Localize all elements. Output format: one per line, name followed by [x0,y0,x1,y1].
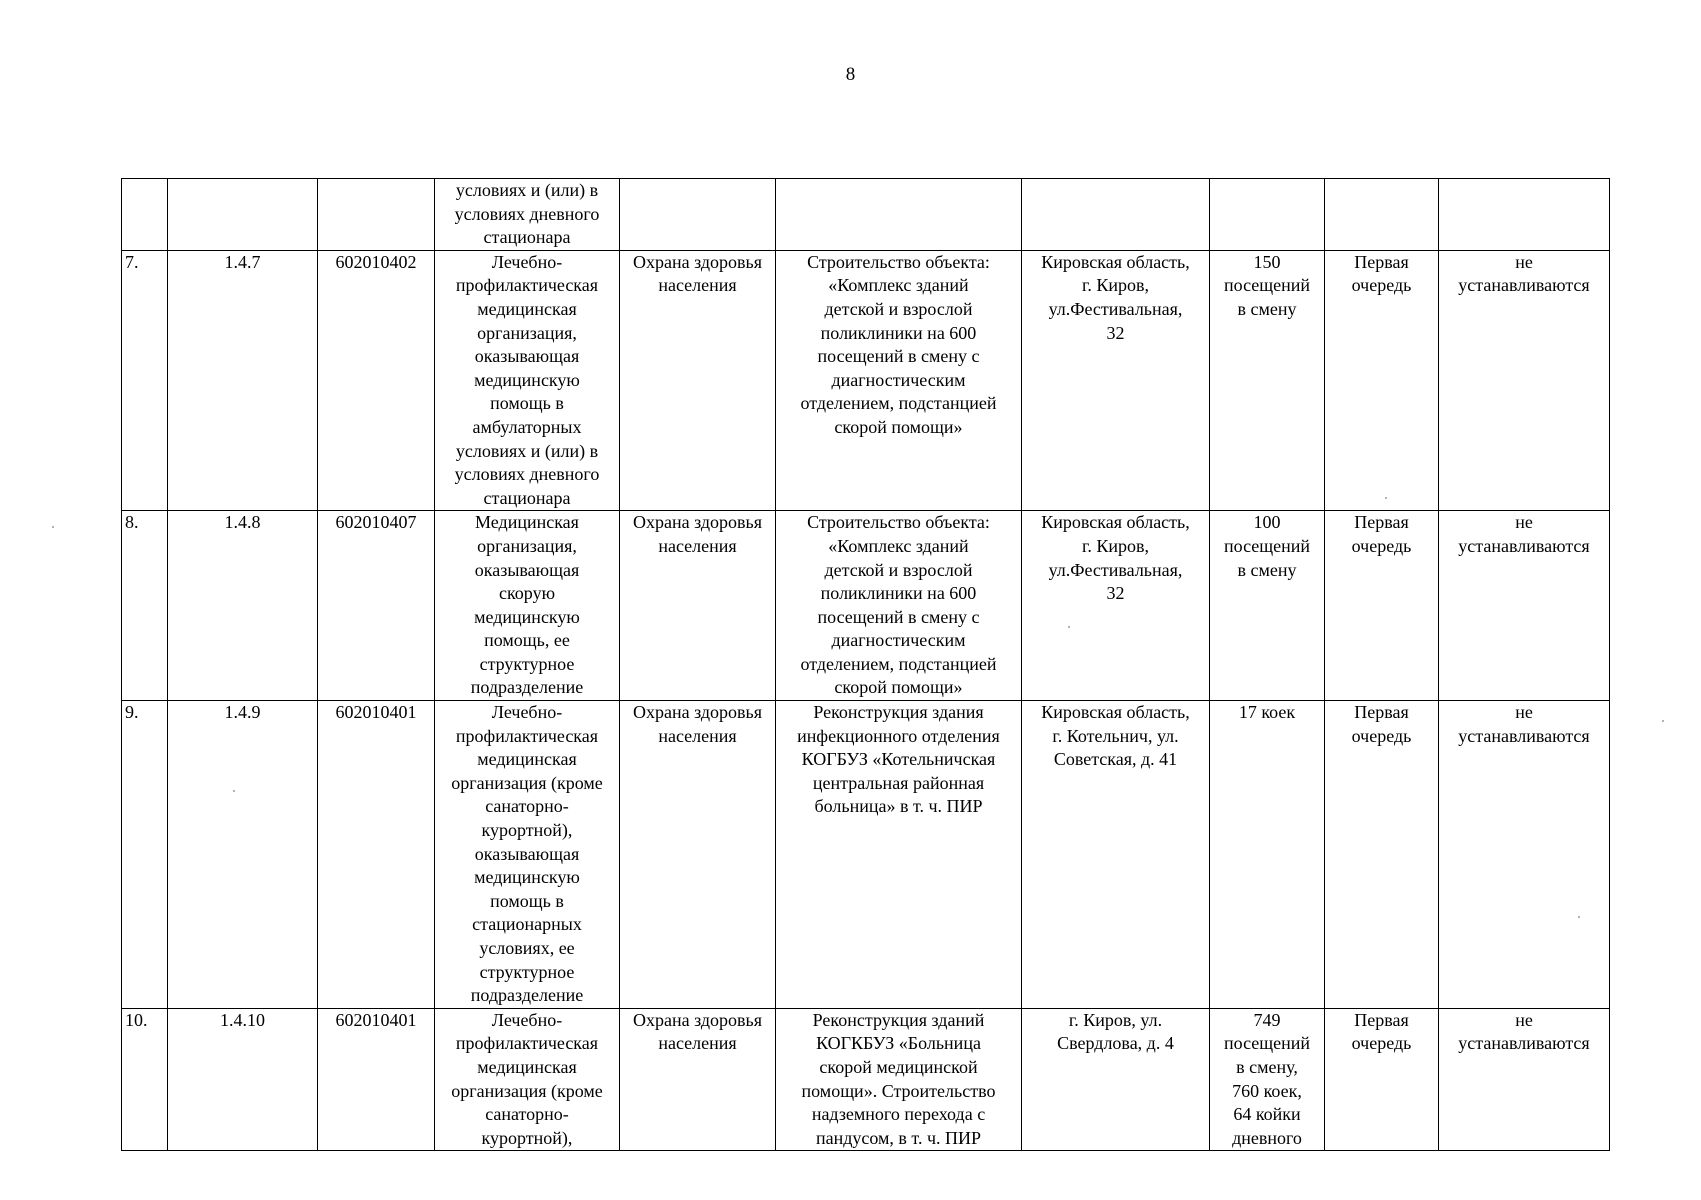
cell-type: Лечебно- профилактическая медицинская организация (кроме санаторно- курортной), [435,1008,620,1151]
cell-okpd: 602010402 [318,250,435,511]
cell-purpose: Охрана здоровья населения [620,511,776,701]
cell-purpose: Охрана здоровья населения [620,1008,776,1151]
cell-capacity: 150 посещений в смену [1210,250,1325,511]
cell-priority: Первая очередь [1325,701,1439,1009]
cell-description: Строительство объекта: «Комплекс зданий детской и взрослой поликлиники на 600 посещений в смену с диагностическим отделением, подстанцией скорой помощи» [776,250,1022,511]
cell-code: 1.4.9 [168,701,318,1009]
continuation-row [122,179,1610,251]
table-row [122,511,1610,701]
cell-capacity: 100 посещений в смену [1210,511,1325,701]
cell-code: 1.4.10 [168,1008,318,1151]
cell-description: Реконструкция зданий КОГКБУЗ «Больница скорой медицинской помощи». Строительство надземного перехода с пандусом, в т. ч. ПИР [776,1008,1022,1151]
cell-num [122,179,168,251]
objects-table [121,178,1610,1151]
cell-location: г. Киров, ул. Свердлова, д. 4 [1022,1008,1210,1151]
cell-priority [1325,179,1439,251]
cell-description [776,179,1022,251]
cell-zones: не устанавливаются [1439,511,1610,701]
cell-type: условиях и (или) в условиях дневного стационара [435,179,620,251]
scan-speck [233,790,235,792]
cell-capacity: 17 коек [1210,701,1325,1009]
cell-purpose: Охрана здоровья населения [620,701,776,1009]
cell-priority: Первая очередь [1325,511,1439,701]
cell-capacity [1210,179,1325,251]
cell-zones [1439,179,1610,251]
cell-capacity: 749 посещений в смену, 760 коек, 64 койки дневного [1210,1008,1325,1151]
cell-location [1022,179,1210,251]
cell-zones: не устанавливаются [1439,1008,1610,1151]
table-row [122,1008,1610,1151]
cell-zones: не устанавливаются [1439,701,1610,1009]
scan-speck [52,526,54,528]
cell-priority: Первая очередь [1325,1008,1439,1151]
table-row [122,250,1610,511]
cell-num: 9. [122,701,168,1009]
scan-speck [1068,626,1070,628]
cell-description: Строительство объекта: «Комплекс зданий детской и взрослой поликлиники на 600 посещений в смену с диагностическим отделением, подстанцией скорой помощи» [776,511,1022,701]
cell-type: Лечебно- профилактическая медицинская организация (кроме санаторно- курортной), оказывающая медицинскую помощь в стационарных условиях, ее структурное подразделение [435,701,620,1009]
cell-priority: Первая очередь [1325,250,1439,511]
cell-type: Лечебно- профилактическая медицинская организация, оказывающая медицинскую помощь в амбулаторных условиях и (или) в условиях дневного стационара [435,250,620,511]
scan-speck [1578,916,1580,918]
cell-description: Реконструкция здания инфекционного отделения КОГБУЗ «Котельничская центральная районная больница» в т. ч. ПИР [776,701,1022,1009]
cell-num: 7. [122,250,168,511]
cell-purpose: Охрана здоровья населения [620,250,776,511]
cell-code: 1.4.7 [168,250,318,511]
cell-location: Кировская область, г. Киров, ул.Фестивальная, 32 [1022,511,1210,701]
cell-purpose [620,179,776,251]
cell-okpd [318,179,435,251]
cell-zones: не устанавливаются [1439,250,1610,511]
cell-num: 10. [122,1008,168,1151]
cell-location: Кировская область, г. Киров, ул.Фестивальная, 32 [1022,250,1210,511]
table-row [122,701,1610,1009]
cell-okpd: 602010401 [318,701,435,1009]
cell-code [168,179,318,251]
cell-num: 8. [122,511,168,701]
cell-type: Медицинская организация, оказывающая скорую медицинскую помощь, ее структурное подразделение [435,511,620,701]
scan-speck [1662,720,1664,722]
scan-speck [1385,497,1387,499]
cell-okpd: 602010401 [318,1008,435,1151]
page-number: 8 [845,64,856,85]
cell-code: 1.4.8 [168,511,318,701]
cell-okpd: 602010407 [318,511,435,701]
cell-location: Кировская область, г. Котельнич, ул. Советская, д. 41 [1022,701,1210,1009]
